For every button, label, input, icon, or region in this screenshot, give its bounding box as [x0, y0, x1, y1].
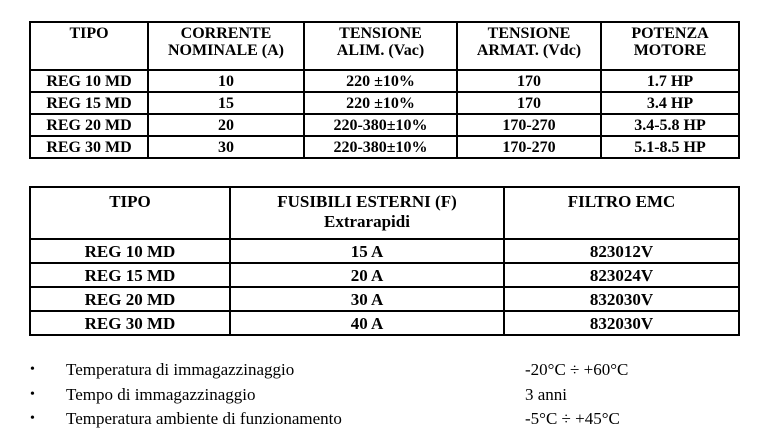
bullet-icon: •	[30, 362, 35, 377]
list-item	[0, 407, 773, 432]
notes-list	[0, 358, 773, 432]
specs-table	[29, 21, 740, 159]
cell-tipo: REG 15 MD	[30, 92, 148, 114]
header-fusibili-esterni: FUSIBILI ESTERNI (F) Extrarapidi	[230, 187, 504, 239]
header-tipo: TIPO	[30, 22, 148, 70]
cell-tipo: REG 15 MD	[30, 263, 230, 287]
fuses-header-row	[30, 187, 739, 239]
cell-tensione-armat: 170-270	[457, 136, 601, 158]
table-row	[30, 114, 739, 136]
cell-potenza: 3.4 HP	[601, 92, 739, 114]
specs-header-row	[30, 22, 739, 70]
cell-potenza: 1.7 HP	[601, 70, 739, 92]
cell-potenza: 5.1-8.5 HP	[601, 136, 739, 158]
cell-fusibile: 30 A	[230, 287, 504, 311]
list-item	[0, 358, 773, 383]
table-row	[30, 70, 739, 92]
fuses-filter-table	[29, 186, 740, 336]
cell-filtro: 832030V	[504, 287, 739, 311]
list-item	[0, 383, 773, 408]
cell-corrente: 30	[148, 136, 304, 158]
cell-corrente: 20	[148, 114, 304, 136]
note-value: 3 anni	[525, 384, 568, 404]
cell-tensione-alim: 220 ±10%	[304, 70, 457, 92]
cell-tipo: REG 20 MD	[30, 287, 230, 311]
cell-tensione-armat: 170	[457, 92, 601, 114]
note-value: -20°C ÷ +60°C	[525, 360, 629, 379]
cell-fusibile: 20 A	[230, 263, 504, 287]
note-label: Tempo di immagazzinaggio	[66, 384, 256, 404]
table-row	[30, 263, 739, 287]
cell-tipo: REG 20 MD	[30, 114, 148, 136]
header-tensione-alim: TENSIONE ALIM. (Vac)	[304, 22, 457, 70]
cell-tipo: REG 10 MD	[30, 239, 230, 263]
cell-filtro: 832030V	[504, 311, 739, 335]
cell-tensione-alim: 220-380±10%	[304, 114, 457, 136]
cell-fusibile: 15 A	[230, 239, 504, 263]
cell-potenza: 3.4-5.8 HP	[601, 114, 739, 136]
cell-filtro: 823012V	[504, 239, 739, 263]
cell-tensione-alim: 220-380±10%	[304, 136, 457, 158]
table-row	[30, 311, 739, 335]
cell-tipo: REG 30 MD	[30, 136, 148, 158]
table-row	[30, 136, 739, 158]
header-filtro-emc: FILTRO EMC	[504, 187, 739, 239]
cell-corrente: 15	[148, 92, 304, 114]
table-row	[30, 92, 739, 114]
cell-tipo: REG 10 MD	[30, 70, 148, 92]
header-tipo: TIPO	[30, 187, 230, 239]
cell-filtro: 823024V	[504, 263, 739, 287]
header-tensione-armat: TENSIONE ARMAT. (Vdc)	[457, 22, 601, 70]
cell-fusibile: 40 A	[230, 311, 504, 335]
cell-tipo: REG 30 MD	[30, 311, 230, 335]
header-corrente-nominale: CORRENTE NOMINALE (A)	[148, 22, 304, 70]
cell-corrente: 10	[148, 70, 304, 92]
cell-tensione-armat: 170-270	[457, 114, 601, 136]
cell-tensione-alim: 220 ±10%	[304, 92, 457, 114]
header-potenza-motore: POTENZA MOTORE	[601, 22, 739, 70]
bullet-icon: •	[30, 411, 35, 426]
note-label: Temperatura ambiente di funzionamento	[66, 409, 342, 428]
note-label: Temperatura di immagazzinaggio	[66, 360, 295, 379]
table-row	[30, 287, 739, 311]
bullet-icon: •	[30, 386, 35, 402]
cell-tensione-armat: 170	[457, 70, 601, 92]
note-value: -5°C ÷ +45°C	[525, 409, 620, 428]
table-row	[30, 239, 739, 263]
